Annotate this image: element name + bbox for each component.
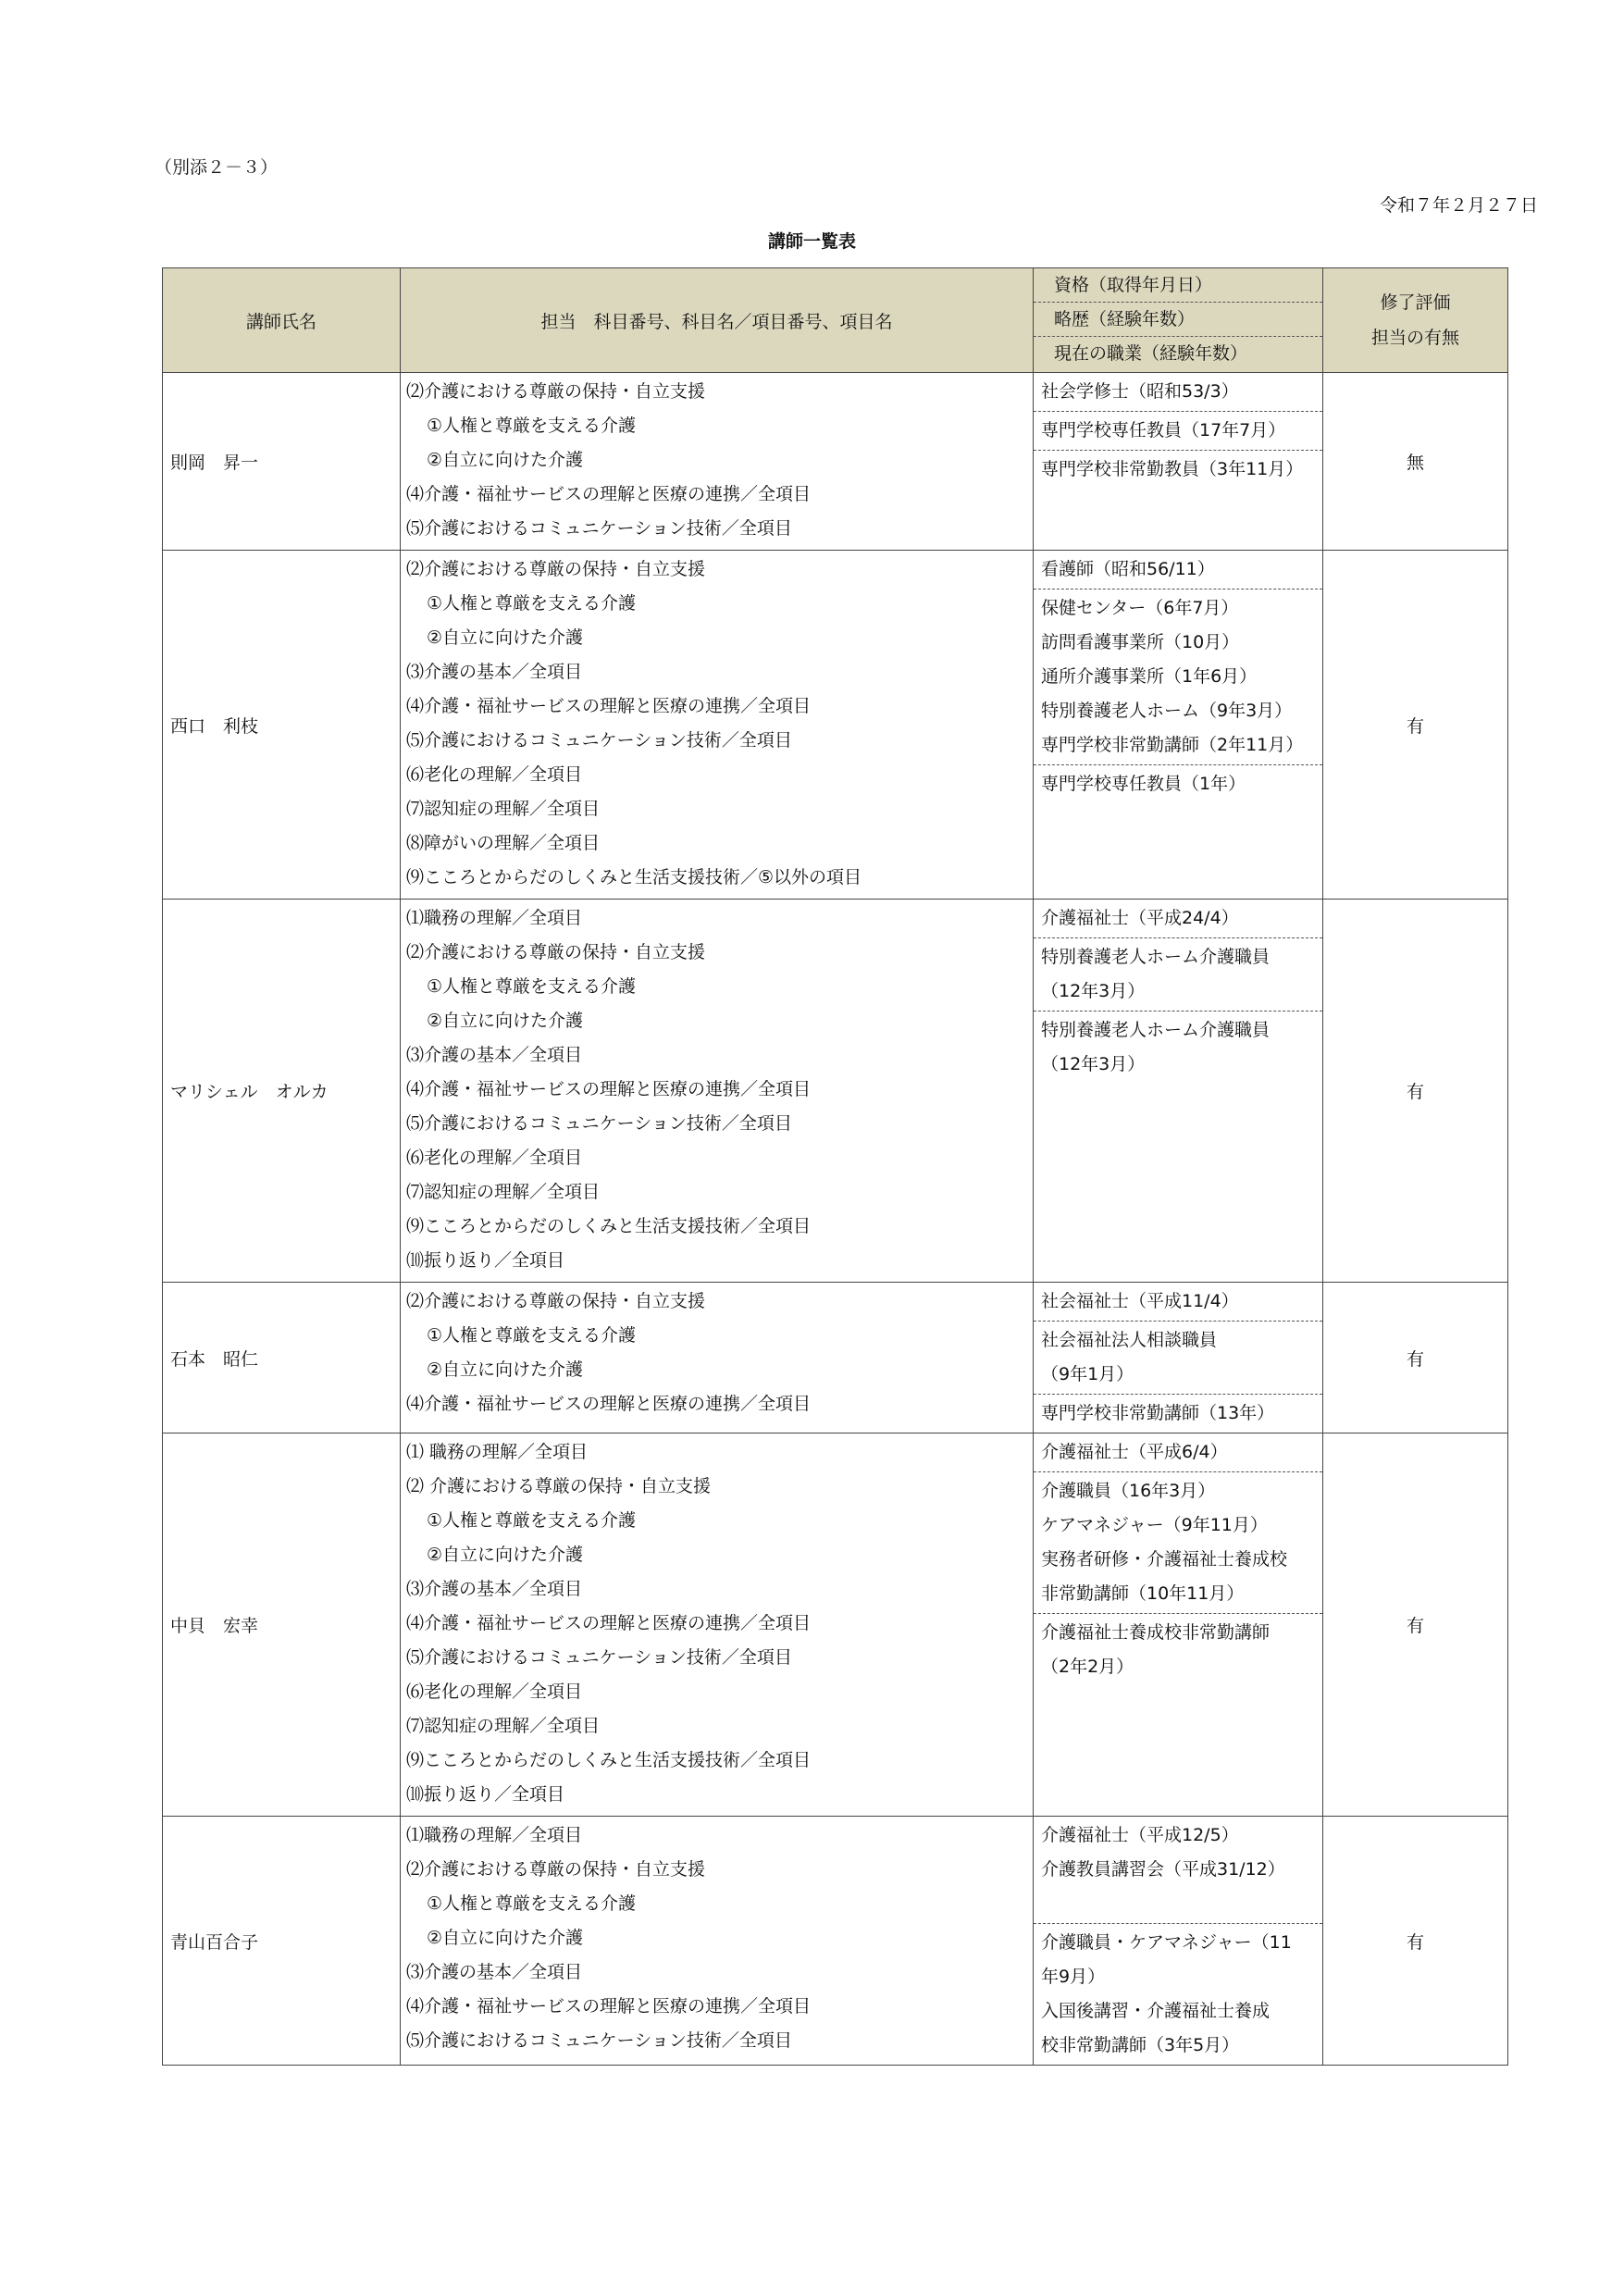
column-header-qualification: 資格（取得年月日） xyxy=(1054,275,1213,295)
qualification-line: 介護福祉士（平成12/5） xyxy=(1041,1825,1239,1845)
qualification-cell xyxy=(1034,551,1323,900)
subject-item: ⑵介護における尊厳の保持・自立支援 xyxy=(406,559,706,579)
evaluation-flag: 有 xyxy=(1323,1283,1508,1433)
subject-item: ⑼こころとからだのしくみと生活支援技術／全項目 xyxy=(406,1750,812,1770)
qualification-line: 特別養護老人ホーム介護職員 xyxy=(1041,947,1271,967)
qualification-line: 非常勤講師（10年11月） xyxy=(1041,1583,1245,1604)
column-header-evaluation xyxy=(1323,268,1508,373)
qualification-cell xyxy=(1034,1433,1323,1817)
instructor-name: マリシェル オルカ xyxy=(163,900,401,1283)
qualification-line: 専門学校非常勤講師（2年11月） xyxy=(1041,735,1304,755)
qualification-box xyxy=(1034,937,1322,1011)
subject-item: ⑽振り返り／全項目 xyxy=(406,1250,565,1271)
qualification-box xyxy=(1034,1011,1322,1084)
subject-item: ①人権と尊厳を支える介護 xyxy=(427,976,637,997)
subject-item: ②自立に向けた介護 xyxy=(427,1545,584,1565)
qualification-line: 特別養護老人ホーム（9年3月） xyxy=(1041,701,1293,721)
subject-item: ②自立に向けた介護 xyxy=(427,1011,584,1031)
subject-item: ⑶介護の基本／全項目 xyxy=(406,662,583,682)
qualification-box xyxy=(1034,1433,1322,1471)
column-header-eval-line2: 担当の有無 xyxy=(1370,328,1459,348)
attachment-label: （別添２－３） xyxy=(155,157,279,178)
subject-list xyxy=(401,900,1034,1283)
qualification-line xyxy=(1041,1887,1317,1921)
table-body xyxy=(163,373,1508,2066)
subject-list xyxy=(401,551,1034,900)
qualification-box xyxy=(1034,1283,1322,1321)
qualification-box xyxy=(1034,1923,1322,2065)
qualification-cell xyxy=(1034,1283,1323,1433)
subject-item: ⑵介護における尊厳の保持・自立支援 xyxy=(406,942,706,962)
qualification-line: 入国後講習・介護福祉士養成 xyxy=(1041,2001,1271,2021)
subject-list xyxy=(401,1283,1034,1433)
evaluation-flag: 有 xyxy=(1323,900,1508,1283)
table-row xyxy=(163,1433,1508,1817)
subject-item: ⑽振り返り／全項目 xyxy=(406,1784,565,1805)
qualification-line: 介護職員（16年3月） xyxy=(1041,1481,1216,1501)
qualification-box xyxy=(1034,411,1322,450)
table-row xyxy=(163,900,1508,1283)
subject-list xyxy=(401,1433,1034,1817)
table-row xyxy=(163,373,1508,551)
qualification-line: 介護教員講習会（平成31/12） xyxy=(1041,1859,1285,1880)
qualification-line: 実務者研修・介護福祉士養成校 xyxy=(1041,1549,1288,1570)
subject-item: ⑸介護におけるコミュニケーション技術／全項目 xyxy=(406,518,792,539)
qualification-line: 特別養護老人ホーム介護職員 xyxy=(1041,1020,1271,1040)
subject-item: ⑷介護・福祉サービスの理解と医療の連携／全項目 xyxy=(406,696,812,716)
evaluation-flag: 無 xyxy=(1323,373,1508,551)
qualification-line: 社会学修士（昭和53/3） xyxy=(1041,381,1239,402)
qualification-cell xyxy=(1034,1817,1323,2066)
subject-item: ①人権と尊厳を支える介護 xyxy=(427,416,637,436)
subject-item: ②自立に向けた介護 xyxy=(427,1359,584,1380)
qualification-box xyxy=(1034,551,1322,589)
instructor-table xyxy=(162,267,1508,2066)
qualification-box xyxy=(1034,1471,1322,1613)
subject-item: ⑴職務の理解／全項目 xyxy=(406,908,583,928)
subject-item: ⑻障がいの理解／全項目 xyxy=(406,833,601,853)
subject-item: ⑺認知症の理解／全項目 xyxy=(406,1182,601,1202)
qualification-line: （2年2月） xyxy=(1041,1657,1134,1677)
subject-item: ①人権と尊厳を支える介護 xyxy=(427,1325,637,1346)
subject-item: ⑸介護におけるコミュニケーション技術／全項目 xyxy=(406,2030,792,2051)
table-row xyxy=(163,1283,1508,1433)
subject-list xyxy=(401,1817,1034,2066)
evaluation-flag: 有 xyxy=(1323,551,1508,900)
document-date: 令和７年２月２７日 xyxy=(1379,195,1538,216)
subject-list xyxy=(401,373,1034,551)
qualification-line: 専門学校非常勤講師（13年） xyxy=(1041,1403,1275,1423)
qualification-box xyxy=(1034,589,1322,764)
subject-item: ⑴職務の理解／全項目 xyxy=(406,1825,583,1845)
instructor-name: 青山百合子 xyxy=(163,1817,401,2066)
qualification-line: 介護福祉士（平成24/4） xyxy=(1041,908,1239,928)
page-title: 講師一覧表 xyxy=(767,231,856,252)
instructor-name: 則岡 昇一 xyxy=(163,373,401,551)
subject-item: ⑷介護・福祉サービスの理解と医療の連携／全項目 xyxy=(406,484,812,504)
qualification-line: 看護師（昭和56/11） xyxy=(1041,559,1215,579)
qualification-line: 介護職員・ケアマネジャー（11 xyxy=(1041,1932,1292,1953)
qualification-line: 介護福祉士養成校非常勤講師 xyxy=(1041,1622,1271,1643)
qualification-line: 専門学校専任教員（1年） xyxy=(1041,774,1246,794)
column-header-qualifications xyxy=(1034,268,1323,373)
subject-item: ⑸介護におけるコミュニケーション技術／全項目 xyxy=(406,1113,792,1134)
subject-item: ⑹老化の理解／全項目 xyxy=(406,764,583,785)
evaluation-flag: 有 xyxy=(1323,1817,1508,2066)
subject-item: ⑶介護の基本／全項目 xyxy=(406,1962,583,1982)
column-header-career: 略歴（経験年数） xyxy=(1034,302,1322,336)
subject-item: ⑵介護における尊厳の保持・自立支援 xyxy=(406,1859,706,1880)
qualification-box xyxy=(1034,900,1322,937)
qualification-box xyxy=(1034,1613,1322,1686)
instructor-name: 石本 昭仁 xyxy=(163,1283,401,1433)
subject-item: ①人権と尊厳を支える介護 xyxy=(427,1893,637,1914)
subject-item: ⑵介護における尊厳の保持・自立支援 xyxy=(406,381,706,402)
subject-item: ⑷介護・福祉サービスの理解と医療の連携／全項目 xyxy=(406,1613,812,1633)
qualification-line: （12年3月） xyxy=(1041,981,1146,1001)
subject-item: ①人権と尊厳を支える介護 xyxy=(427,593,637,614)
instructor-name: 中貝 宏幸 xyxy=(163,1433,401,1817)
subject-item: ⑹老化の理解／全項目 xyxy=(406,1682,583,1702)
subject-item: ⑺認知症の理解／全項目 xyxy=(406,799,601,819)
subject-item: ⑺認知症の理解／全項目 xyxy=(406,1716,601,1736)
qualification-line: 社会福祉士（平成11/4） xyxy=(1041,1291,1239,1311)
column-header-subjects: 担当 科目番号、科目名／項目番号、項目名 xyxy=(401,268,1034,373)
qualification-box xyxy=(1034,373,1322,411)
qualification-box xyxy=(1034,1817,1322,1923)
qualification-line: 社会福祉法人相談職員 xyxy=(1041,1330,1218,1350)
subject-item: ⑵介護における尊厳の保持・自立支援 xyxy=(406,1291,706,1311)
qualification-line: 保健センター（6年7月） xyxy=(1041,598,1239,618)
qualification-line: 専門学校専任教員（17年7月） xyxy=(1041,420,1286,441)
qualification-line: 訪問看護事業所（10月） xyxy=(1041,632,1240,652)
column-header-name: 講師氏名 xyxy=(163,268,401,373)
qualification-line: 通所介護事業所（1年6月） xyxy=(1041,666,1258,687)
subject-item: ②自立に向けた介護 xyxy=(427,627,584,648)
column-header-current-job: 現在の職業（経験年数） xyxy=(1034,336,1322,370)
table-row xyxy=(163,551,1508,900)
qualification-box xyxy=(1034,764,1322,803)
subject-item: ⑸介護におけるコミュニケーション技術／全項目 xyxy=(406,1647,792,1668)
qualification-box xyxy=(1034,1394,1322,1433)
table-row xyxy=(163,1817,1508,2066)
subject-item: ⑼こころとからだのしくみと生活支援技術／全項目 xyxy=(406,1216,812,1236)
qualification-line: 年9月） xyxy=(1041,1967,1106,1987)
qualification-line: （12年3月） xyxy=(1041,1054,1146,1074)
qualification-box xyxy=(1034,450,1322,489)
subject-item: ⑶介護の基本／全項目 xyxy=(406,1045,583,1065)
evaluation-flag: 有 xyxy=(1323,1433,1508,1817)
instructor-name: 西口 利枝 xyxy=(163,551,401,900)
subject-item: ⑶介護の基本／全項目 xyxy=(406,1579,583,1599)
subject-item: ⑸介護におけるコミュニケーション技術／全項目 xyxy=(406,730,792,751)
subject-item: ⑷介護・福祉サービスの理解と医療の連携／全項目 xyxy=(406,1079,812,1099)
qualification-cell xyxy=(1034,900,1323,1283)
qualification-line: （9年1月） xyxy=(1041,1364,1134,1384)
subject-item: ②自立に向けた介護 xyxy=(427,1928,584,1948)
subject-item: ②自立に向けた介護 xyxy=(427,450,584,470)
column-header-eval-line1: 修了評価 xyxy=(1380,292,1451,313)
subject-item: ⑷介護・福祉サービスの理解と医療の連携／全項目 xyxy=(406,1394,812,1414)
qualification-line: 校非常勤講師（3年5月） xyxy=(1041,2035,1240,2055)
subject-item: ⑵ 介護における尊厳の保持・自立支援 xyxy=(406,1476,712,1496)
qualification-line: ケアマネジャー（9年11月） xyxy=(1041,1515,1268,1535)
subject-item: ①人権と尊厳を支える介護 xyxy=(427,1510,637,1531)
subject-item: ⑴ 職務の理解／全項目 xyxy=(406,1442,589,1462)
subject-item: ⑷介護・福祉サービスの理解と医療の連携／全項目 xyxy=(406,1996,812,2017)
qualification-cell xyxy=(1034,373,1323,551)
subject-item: ⑼こころとからだのしくみと生活支援技術／⑤以外の項目 xyxy=(406,867,862,887)
qualification-box xyxy=(1034,1321,1322,1394)
qualification-line: 介護福祉士（平成6/4） xyxy=(1041,1442,1228,1462)
qualification-line: 専門学校非常勤教員（3年11月） xyxy=(1041,459,1304,479)
subject-item: ⑹老化の理解／全項目 xyxy=(406,1148,583,1168)
